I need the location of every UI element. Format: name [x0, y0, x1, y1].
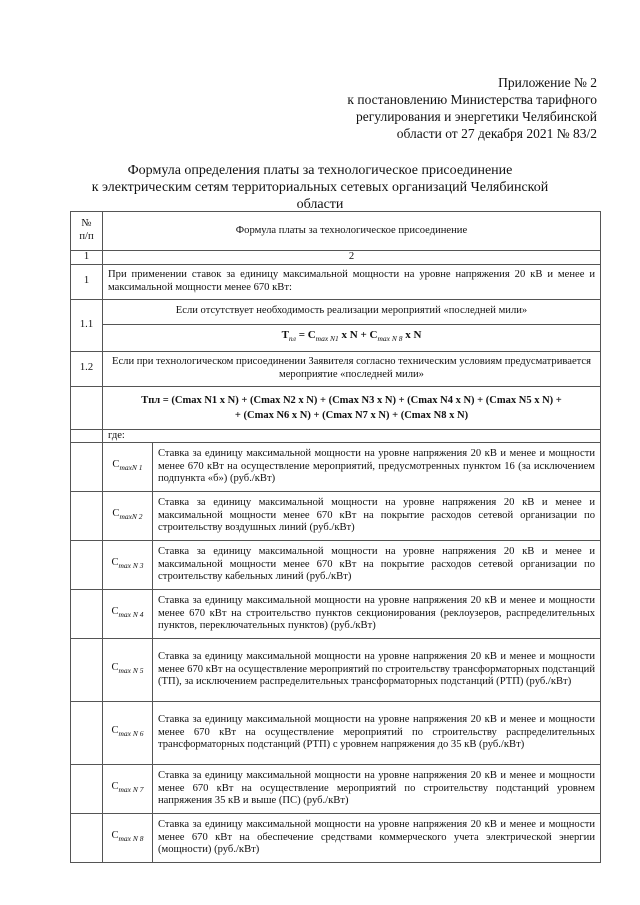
- formula-line: + (Cmax N6 x N) + (Cmax N7 x N) + (Cmax N8 x N): [234, 409, 469, 421]
- row-text: Если отсутствует необходимость реализации мероприятий «последней мили»: [103, 299, 601, 324]
- document-title: [70, 162, 570, 213]
- empty-cell: [71, 639, 103, 702]
- table-row: [71, 351, 601, 386]
- rate-symbol: $C_{max N 6}$: [103, 702, 153, 765]
- rate-symbol: $C_{max N 3}$: [103, 541, 153, 590]
- formula-line: Tпл = (Cmax N1 x N) + (Cmax N2 x N) + (Cmax N3 x N) + (Cmax N4 x N) + (Cmax N5 x N) +: [141, 394, 562, 406]
- row-text: При применении ставок за единицу максимальной мощности на уровне напряжения 20 кВ и менее и максимальной мощности менее 670 кВт:: [103, 264, 601, 299]
- table-row: [71, 299, 601, 324]
- appendix-header: [257, 74, 597, 142]
- row-number: 1: [71, 264, 103, 299]
- rate-symbol: $C_{max N 4}$: [103, 590, 153, 639]
- rate-description: Ставка за единицу максимальной мощности на уровне напряжения 20 кВ и менее и максимальной мощности менее 670 кВт на покрытие расходов сетевой организации по строительству воздушных линий (руб./кВт): [153, 492, 601, 541]
- empty-cell: [71, 429, 103, 443]
- formula-1-2: [103, 386, 601, 429]
- title-line: к электрическим сетям территориальных сетевых организаций Челябинской: [91, 180, 549, 195]
- title-line: области: [296, 197, 344, 212]
- table-row: [71, 264, 601, 299]
- rate-description: Ставка за единицу максимальной мощности на уровне напряжения 20 кВ и менее и мощности менее 670 кВт на осуществление мероприятий, предусмотренных пунктом 16 (за исключением подпункта «б») (руб./кВт): [153, 443, 601, 492]
- rate-symbol: $C_{maxN 2}$: [103, 492, 153, 541]
- row-number: 1.1: [71, 299, 103, 351]
- table-row: [71, 324, 601, 351]
- empty-cell: [71, 814, 103, 863]
- definition-row: [71, 492, 601, 541]
- empty-cell: [71, 590, 103, 639]
- definition-row: [71, 765, 601, 814]
- where-label: где:: [103, 429, 601, 443]
- empty-cell: [71, 765, 103, 814]
- rate-description: Ставка за единицу максимальной мощности на уровне напряжения 20 кВ и менее и мощности менее 670 кВт на осуществление мероприятий по строительству трансформаторных подстанций (ТП), за исключением распределительных трансформаторных подстанций (РТП) (руб./кВт): [153, 639, 601, 702]
- definition-row: [71, 639, 601, 702]
- rate-symbol: $C_{max N 7}$: [103, 765, 153, 814]
- empty-cell: [71, 541, 103, 590]
- formula-1-1: $T_{пл} = C_{max N1}$ x $N + C_{max N 8}$ x N: [103, 324, 601, 351]
- rate-description: Ставка за единицу максимальной мощности на уровне напряжения 20 кВ и менее и мощности менее 670 кВт на осуществление мероприятий по строительству подстанций уровнем напряжения 35 кВ и выше (ПС) (руб./кВт): [153, 765, 601, 814]
- table-row: [71, 429, 601, 443]
- appendix-line: регулирования и энергетики Челябинской: [356, 109, 597, 124]
- row-text: Если при технологическом присоединении Заявителя согласно техническим условиям предусматривается мероприятие «последней мили»: [103, 351, 601, 386]
- definition-row: [71, 702, 601, 765]
- row-number: 1.2: [71, 351, 103, 386]
- rate-symbol: $C_{maxN 1}$: [103, 443, 153, 492]
- definition-row: [71, 590, 601, 639]
- rate-description: Ставка за единицу максимальной мощности на уровне напряжения 20 кВ и менее и мощности менее 670 кВт на обеспечение средствами коммерческого учета электрической энергии (мощности) (руб./кВт): [153, 814, 601, 863]
- col1-header: № п/п: [71, 212, 103, 251]
- table-row: [71, 386, 601, 429]
- table-header-row: [71, 212, 601, 251]
- empty-cell: [71, 443, 103, 492]
- rate-description: Ставка за единицу максимальной мощности на уровне напряжения 20 кВ и менее и максимальной мощности менее 670 кВт на покрытие расходов сетевой организации по строительству кабельных линий (руб./кВт): [153, 541, 601, 590]
- definition-row: [71, 443, 601, 492]
- rate-symbol: $C_{max N 5}$: [103, 639, 153, 702]
- formula-table: [70, 211, 601, 863]
- rate-description: Ставка за единицу максимальной мощности на уровне напряжения 20 кВ и менее и мощности менее 670 кВт на осуществление мероприятий по строительству распределительных трансформаторных подстанций (РТП) с уровнем напряжения до 35 кВ (руб./кВт): [153, 702, 601, 765]
- appendix-line: Приложение № 2: [498, 75, 597, 90]
- col1-index: 1: [71, 251, 103, 265]
- empty-cell: [71, 386, 103, 429]
- col2-header: Формула платы за технологическое присоединение: [103, 212, 601, 251]
- empty-cell: [71, 702, 103, 765]
- appendix-line: области от 27 декабря 2021 № 83/2: [396, 126, 597, 141]
- empty-cell: [71, 492, 103, 541]
- table-index-row: [71, 251, 601, 265]
- title-line: Формула определения платы за технологическое присоединение: [127, 163, 513, 178]
- appendix-line: к постановлению Министерства тарифного: [347, 92, 597, 107]
- definition-row: [71, 814, 601, 863]
- col2-index: 2: [103, 251, 601, 265]
- rate-description: Ставка за единицу максимальной мощности на уровне напряжения 20 кВ и менее и мощности менее 670 кВт на строительство пунктов секционирования (реклоузеров, распределительных пунктов, переключательных пунктов) (руб./кВт): [153, 590, 601, 639]
- definition-row: [71, 541, 601, 590]
- rate-symbol: $C_{max N 8}$: [103, 814, 153, 863]
